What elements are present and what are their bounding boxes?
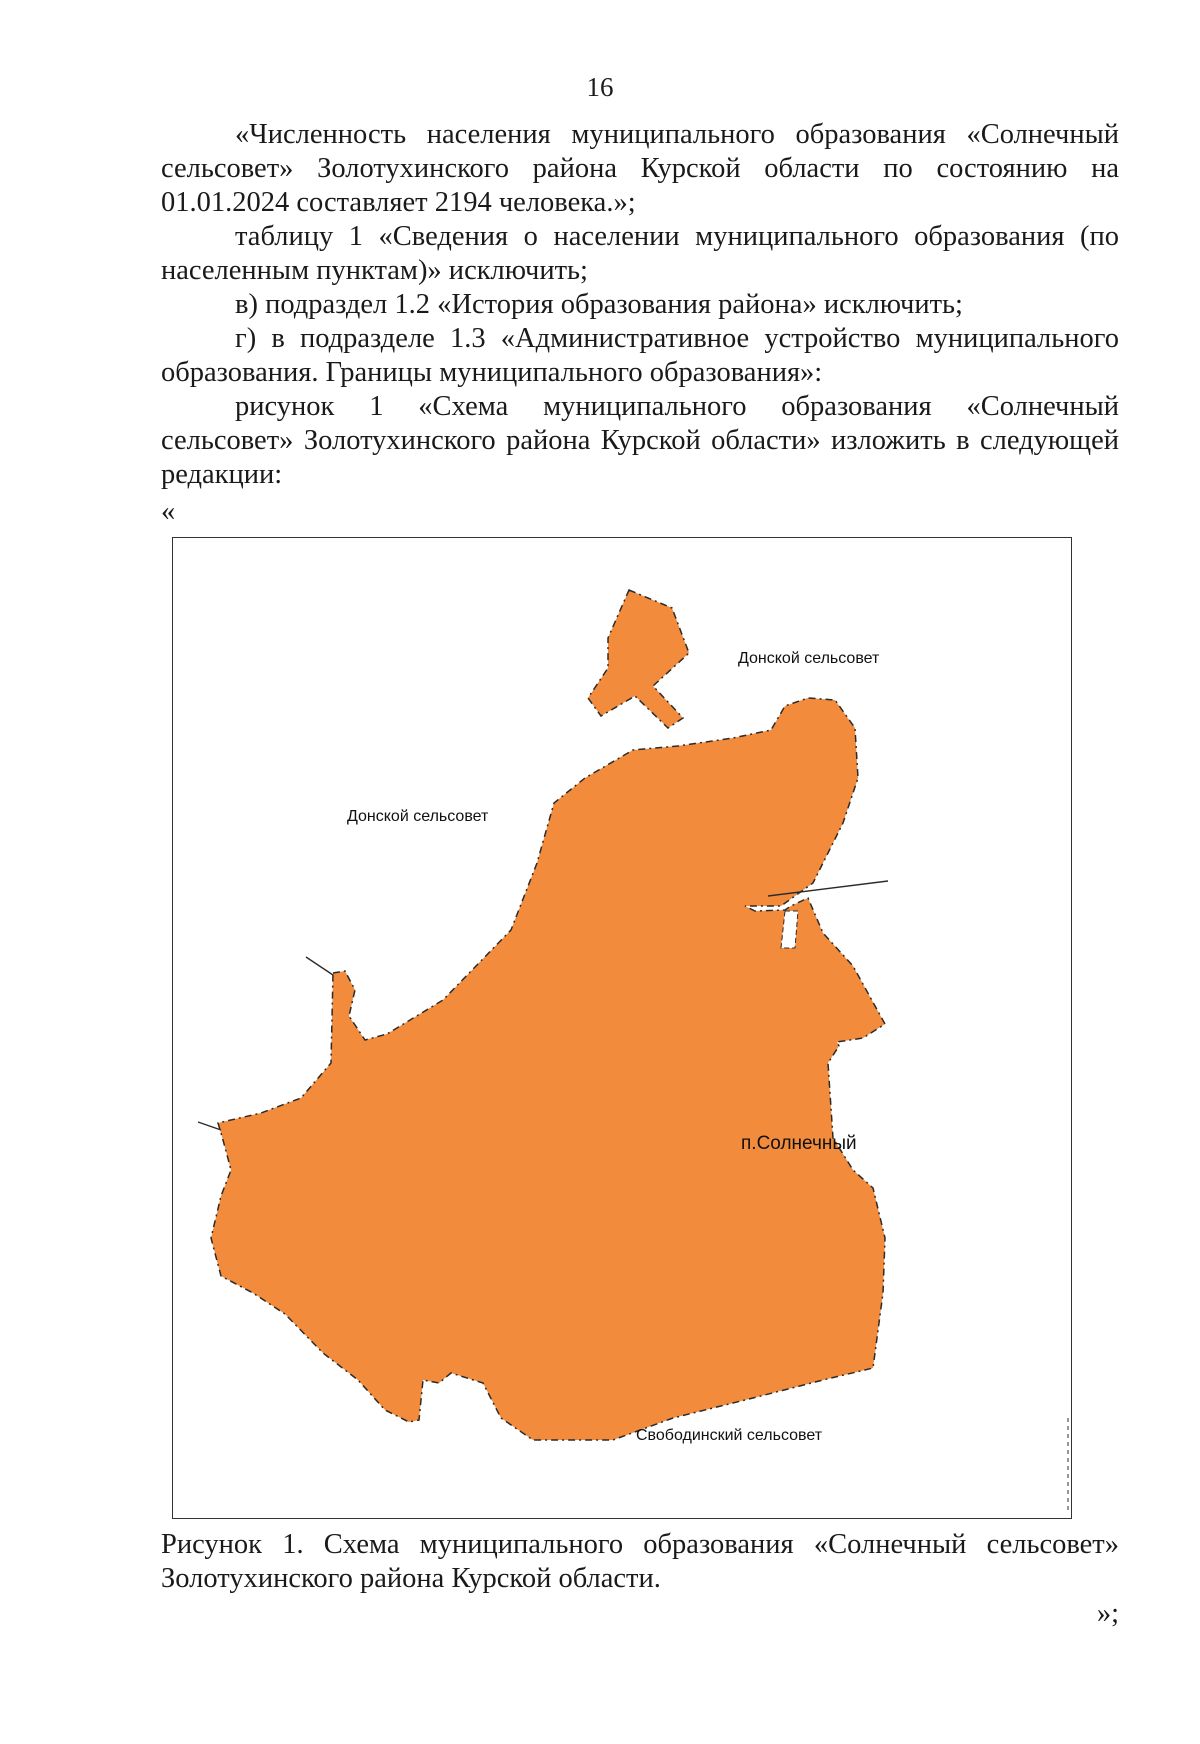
map-label-donskoy-top: Донской сельсовет (738, 650, 880, 667)
map-figure (172, 537, 1072, 1519)
paragraph-subsection-1-3: г) в подразделе 1.3 «Административное устройство муниципального образования. Границы муниципального образования»: (161, 323, 1119, 388)
map-svg (173, 538, 1073, 1520)
paragraph-figure-1: рисунок 1 «Схема муниципального образования «Солнечный сельсовет» Золотухинского района Курской области» изложить в следующей редакции: (161, 391, 1119, 490)
open-quote: « (161, 496, 176, 527)
map-label-svobodinsky: Свободинский сельсовет (636, 1427, 823, 1444)
map-territory-main (211, 698, 885, 1440)
figure-caption: Рисунок 1. Схема муниципального образования «Солнечный сельсовет» Золотухинского района Курской области. (161, 1529, 1119, 1594)
map-territory-north-fragment (588, 590, 689, 728)
page-number: 16 (586, 72, 614, 102)
map-boundary-line-northwest (306, 957, 333, 975)
paragraph-table-1: таблицу 1 «Сведения о населении муниципального образования (по населенным пунктам)» исключить; (161, 221, 1119, 286)
map-label-donskoy-left: Донской сельсовет (347, 808, 489, 825)
paragraph-population: «Численность населения муниципального образования «Солнечный сельсовет» Золотухинского района Курской области по состоянию на 01.01.2024 составляет 2194 человека.»; (161, 119, 1119, 218)
map-label-settlement: п.Солнечный (741, 1133, 857, 1154)
paragraph-subsection-1-2: в) подраздел 1.2 «История образования района» исключить; (235, 289, 963, 320)
body-text (161, 118, 1119, 492)
close-quote: »; (1096, 1598, 1119, 1629)
